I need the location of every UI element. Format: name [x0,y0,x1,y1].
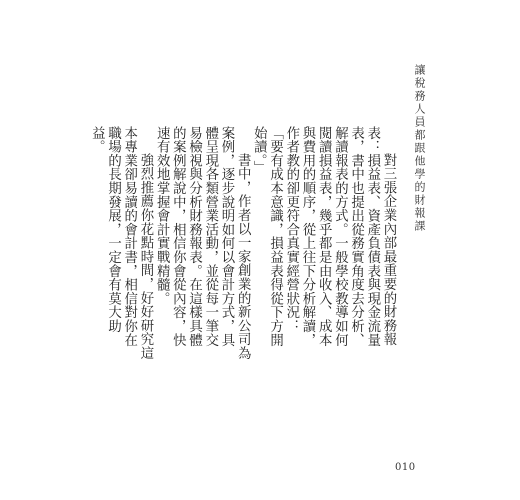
running-header: 讓稅務人員都跟他學的財報課 [413,64,426,233]
paragraph-2: 書中，作者以一家創業的新公司為案例，逐步說明如何以會計方式，具體呈現各類營業活動，並從每一筆交易檢視與分析財務報表。在這樣具體的案例解說中，相信你會從內容，快速有效地掌握會計實戰精髓。 [154,126,251,360]
paragraph-1: 對三張企業內部最重要的財務報表：損益表、資產負債表與現金流量表，書中也提出從務實角度去分析、解讀報表的方式。一般學校教導如何閱讀損益表，幾乎都是由收入、成本與費用的順序，從上往下分析解讀，作者教的卻更符合真實經營狀況：「要有成本意識，損益表得從下方開始讀。」 [251,126,396,347]
page-number: 010 [395,462,416,473]
paragraph-3: 強烈推薦你花點時間，好好研究這本專業卻易讀的會計書，相信對你在職場的長期發展，一定會有莫大助益。 [89,126,153,360]
body-text [89,126,396,360]
